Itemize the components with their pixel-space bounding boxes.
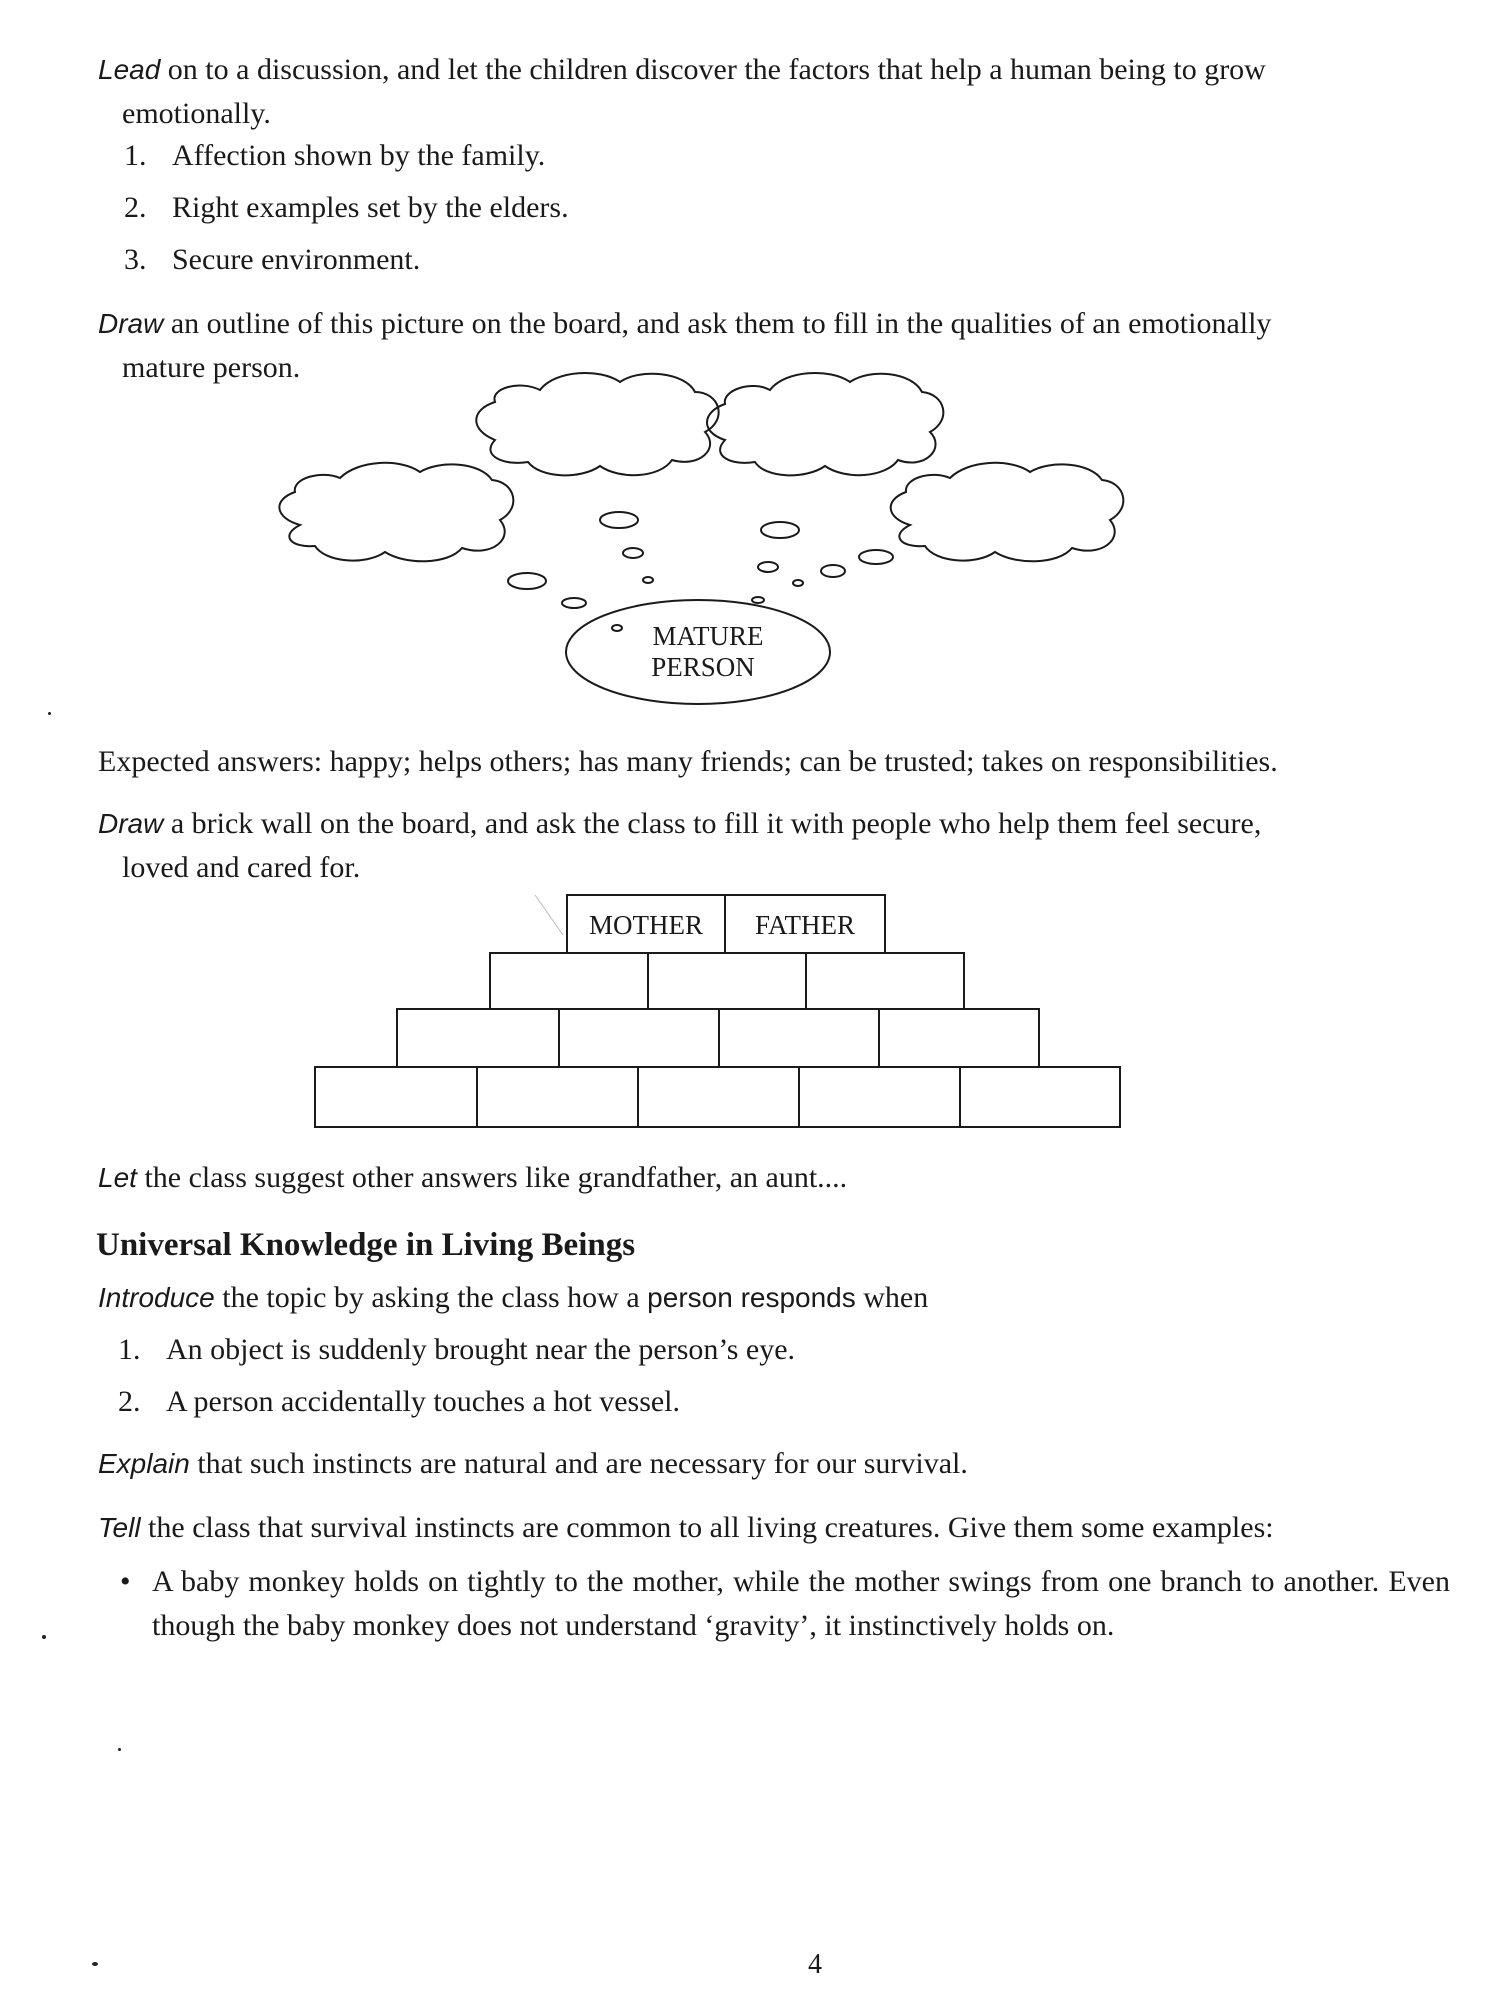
brick — [879, 1009, 1039, 1067]
thought-bubble — [752, 597, 764, 603]
let-class-text: the class suggest other answers like grandfather, an aunt.... — [144, 1161, 848, 1194]
brick — [799, 1067, 960, 1127]
let-class-paragraph — [98, 1156, 1453, 1200]
introduce-paragraph — [98, 1276, 1453, 1320]
brick — [477, 1067, 638, 1127]
draw-verb: Draw — [98, 808, 164, 839]
thought-bubble — [859, 550, 893, 564]
thought-cloud — [707, 373, 943, 475]
draw-outline-continuation: mature person. — [122, 350, 301, 384]
list-item: 3. Secure environment. — [124, 243, 421, 276]
draw-wall-continuation: loved and cared for. — [122, 850, 361, 884]
list-item: 1. An object is suddenly brought near the person’s eye. — [118, 1333, 796, 1366]
list-item — [120, 1560, 1450, 1647]
draw-wall-text: a brick wall on the board, and ask the class to fill it with people who help them feel secure, — [170, 807, 1262, 840]
brick — [719, 1009, 879, 1067]
introduce-text-b: when — [863, 1281, 929, 1314]
thought-bubble — [758, 562, 778, 572]
thought-bubble — [508, 573, 546, 589]
thought-bubble — [600, 512, 638, 528]
thought-bubble — [643, 577, 653, 583]
list-item: 1. Affection shown by the family. — [124, 139, 546, 172]
draw-outline-text: an outline of this picture on the board, and ask them to fill in the qualities of an emotionally — [170, 307, 1272, 340]
lead-verb: Lead — [98, 54, 161, 85]
mature-label: MATURE — [652, 621, 764, 651]
explain-verb: Explain — [98, 1448, 190, 1479]
brick-father-label: FATHER — [754, 910, 856, 940]
thought-bubble — [612, 625, 622, 631]
lead-continuation: emotionally. — [122, 96, 271, 130]
draw-wall-paragraph — [98, 802, 1453, 889]
brick — [638, 1067, 799, 1127]
brick — [315, 1067, 477, 1127]
bullet-icon: • — [120, 1565, 131, 1598]
thought-cloud — [891, 463, 1124, 561]
thought-bubble — [623, 548, 643, 558]
introduce-bold: person responds — [647, 1282, 856, 1313]
examples-list — [120, 1560, 1450, 1647]
brick — [960, 1067, 1120, 1127]
thought-bubble — [793, 580, 803, 586]
example-text: A baby monkey holds on tightly to the mother, while the mother swings from one branch to another. Even though the baby monkey does not understand ‘gravity’, it instinctively holds on. — [152, 1565, 1450, 1642]
introduce-text-a: the topic by asking the class how a — [222, 1281, 640, 1314]
situations-list — [118, 1328, 795, 1432]
scan-speck — [48, 712, 51, 715]
section-heading: Universal Knowledge in Living Beings — [96, 1227, 636, 1263]
brick — [559, 1009, 719, 1067]
brick — [397, 1009, 559, 1067]
scan-speck — [118, 1748, 121, 1751]
thought-bubble — [562, 598, 586, 608]
list-item: 2. Right examples set by the elders. — [124, 191, 569, 224]
page-number: 4 — [808, 1949, 822, 1980]
brick-mother-label: MOTHER — [589, 910, 703, 940]
scan-speck — [42, 1635, 46, 1639]
explain-text: that such instincts are natural and are necessary for our survival. — [197, 1447, 968, 1480]
tell-paragraph — [98, 1506, 1453, 1550]
thought-cloud — [476, 373, 718, 475]
thought-cloud — [279, 463, 513, 561]
lead-text: on to a discussion, and let the children discover the factors that help a human being to grow — [167, 53, 1266, 86]
draw-verb: Draw — [98, 308, 164, 339]
explain-paragraph — [98, 1442, 1453, 1486]
faint-stroke — [535, 895, 563, 935]
tell-verb: Tell — [98, 1512, 141, 1543]
brick — [648, 953, 806, 1009]
thought-bubble — [821, 565, 845, 577]
let-verb: Let — [98, 1162, 137, 1193]
brick — [806, 953, 964, 1009]
expected-answers: Expected answers: happy; helps others; has many friends; can be trusted; takes on responsibilities. — [98, 745, 1278, 778]
tell-text: the class that survival instincts are common to all living creatures. Give them some examples: — [148, 1511, 1274, 1544]
person-label: PERSON — [651, 652, 755, 682]
list-item: 2. A person accidentally touches a hot vessel. — [118, 1385, 681, 1418]
scan-speck — [92, 1962, 98, 1966]
thought-bubble — [761, 522, 799, 538]
brick — [490, 953, 648, 1009]
introduce-verb: Introduce — [98, 1282, 215, 1313]
